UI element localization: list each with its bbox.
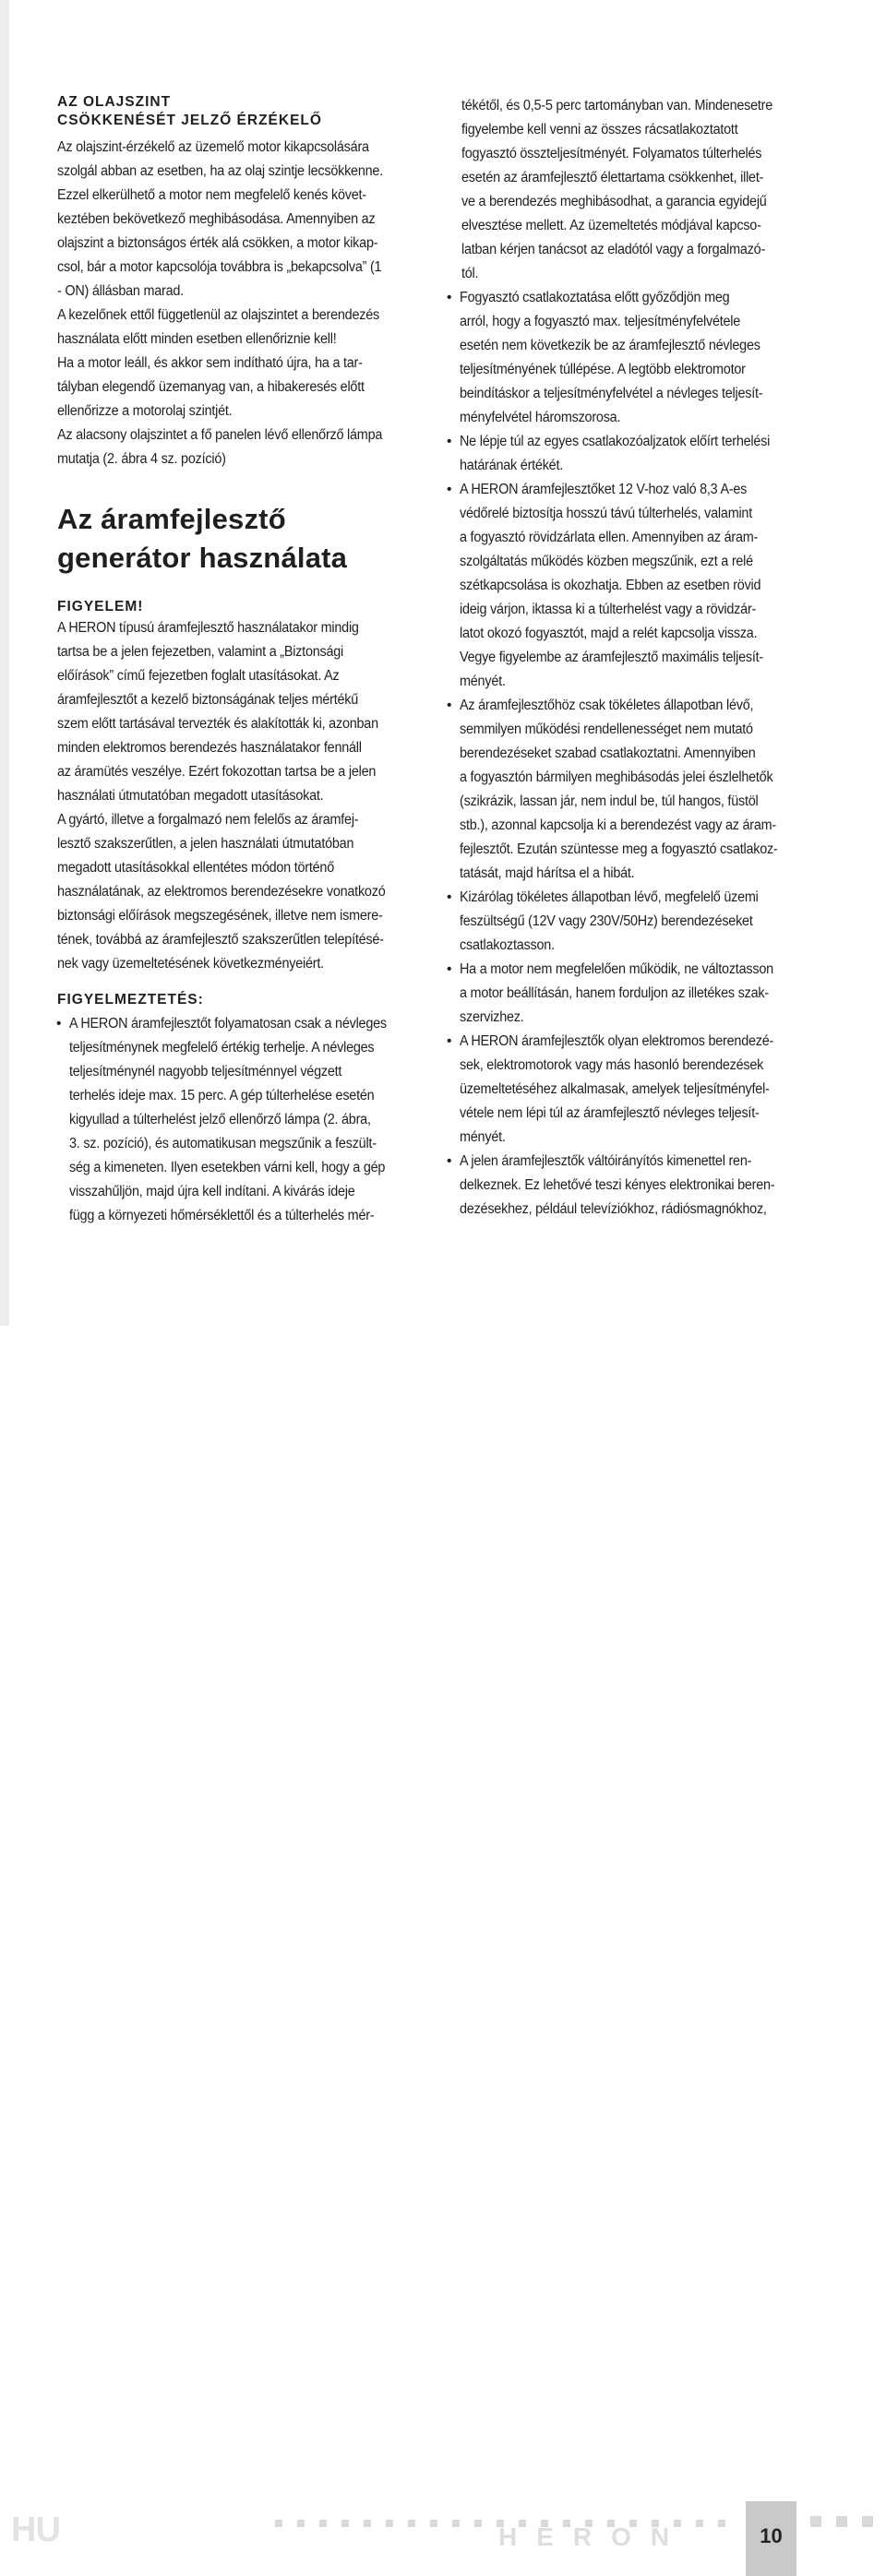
text-line: (szikrázik, lassan jár, nem indul be, túl hangos, füstöl: [460, 793, 759, 809]
text-line: biztonsági előírások megszegésének, illetve nem ismere-: [57, 908, 383, 924]
text-line: szétkapcsolása is okozhatja. Ebben az esetben rövid: [460, 578, 761, 593]
bullet-dot: •: [447, 698, 452, 713]
footer-square: [452, 2520, 460, 2527]
text-line: szolgál abban az esetben, ha az olaj szintje lecsökkenne.: [57, 163, 383, 179]
text-line: lesztő szakszerűtlen, a jelen használati útmutatóban: [57, 836, 354, 852]
text-line: teljesítményének túllépése. A legtöbb elektromotor: [460, 362, 746, 377]
text-line: esetén nem következik be az áramfejlesztő névleges: [460, 338, 760, 353]
text-line: fogyasztó összteljesítményét. Folyamatos túlterhelés: [461, 146, 762, 161]
bullet-dot: •: [447, 290, 452, 305]
list-item: [448, 1150, 802, 1222]
text-line: minden elektromos berendezés használatakor fennáll: [57, 740, 362, 756]
text-line: A HERON áramfejlesztőt folyamatosan csak a névleges: [69, 1016, 387, 1032]
list-item: [448, 478, 802, 694]
text-line: keztében bekövetkező meghibásodása. Amennyiben az: [57, 211, 376, 227]
list-item: [448, 1030, 802, 1150]
text-line: Kizárólag tökéletes állapotban lévő, megfelelő üzemi: [460, 889, 759, 905]
text-line: ve a berendezés meghibásodhat, a garancia egyidejű: [461, 194, 767, 209]
text-line: Ne lépje túl az egyes csatlakozóaljzatok előírt terhelési: [460, 434, 771, 449]
text-line: előírások” című fejezetben foglalt utasításokat. Az: [57, 668, 340, 684]
text-line: ség a kimeneten. Ilyen esetekben várni kell, hogy a gép: [69, 1160, 386, 1175]
section-title-line: generátor használata: [57, 542, 348, 574]
text-line: vétele nem lépi túl az áramfejlesztő névleges teljesít-: [460, 1105, 760, 1121]
text-line: megadott utasításokkal ellentétes módon történő: [57, 860, 334, 876]
footer-square: [275, 2520, 282, 2527]
footer-square: [386, 2520, 393, 2527]
brand-logo: HERON: [498, 2522, 689, 2551]
text-line: 3. sz. pozíció), és automatikusan megszűnik a feszült-: [69, 1136, 377, 1151]
text-line: feszültségű (12V vagy 230V/50Hz) berendezéseket: [460, 913, 753, 929]
language-code: HU: [11, 2510, 60, 2549]
text-line: beindításkor a teljesítményfelvétel a névleges teljesít-: [460, 386, 763, 401]
text-line: védőrelé biztosítja hosszú távú túlterhelés, valamint: [460, 506, 752, 521]
list-item: [57, 1012, 411, 1228]
text-line: ellenőrizze a motorolaj szintjét.: [57, 403, 233, 419]
footer-square: [810, 2516, 821, 2527]
text-line: szervizhez.: [460, 1009, 524, 1025]
text-line: delkeznek. Ez lehetővé teszi kényes elektronikai beren-: [460, 1177, 775, 1193]
footer-square: [696, 2520, 703, 2527]
text-line: tartsa be a jelen fejezetben, valamint a „Biztonsági: [57, 644, 344, 660]
text-line: használati útmutatóban megadott utasításokat.: [57, 788, 324, 804]
text-line: esetén az áramfejlesztő élettartama csökkenhet, illet-: [461, 170, 764, 185]
bullet-dot: •: [56, 1016, 62, 1032]
text-line: dezésekhez, például televíziókhoz, rádiósmagnókhoz,: [460, 1201, 767, 1217]
text-line: berendezéseket szabad csatlakoztatni. Amennyiben: [460, 745, 756, 761]
text-line: semmilyen működési rendellenességet nem mutató: [460, 722, 753, 737]
text-line: üzemeltetéséhez alkalmasak, amelyek teljesítményfel-: [460, 1081, 770, 1097]
text-line: ményét.: [460, 1129, 506, 1145]
heading-line: CSÖKKENÉSÉT JELZŐ ÉRZÉKELŐ: [57, 113, 322, 128]
list-item: [448, 694, 802, 886]
text-line: A HERON áramfejlesztők olyan elektromos berendezé-: [460, 1033, 774, 1049]
list-item: [448, 430, 802, 478]
text-line: a fogyasztó rövidzárlata ellen. Amennyiben az áram-: [460, 530, 759, 545]
footer-square: [474, 2520, 482, 2527]
footer-square: [430, 2520, 437, 2527]
text-line: függ a környezeti hőmérséklettől és a túlterhelés mér-: [69, 1208, 375, 1223]
warning-heading: FIGYELMEZTETÉS:: [57, 992, 204, 1008]
text-line: fejlesztőt. Ezután szüntesse meg a fogyasztó csatlakoz-: [460, 841, 778, 857]
text-line: teljesítménynél nagyobb teljesítménnyel végzett: [69, 1064, 342, 1079]
text-line: tályban elegendő üzemanyag van, a hibakeresés előtt: [57, 379, 365, 395]
text-line: Fogyasztó csatlakoztatása előtt győződjön meg: [460, 290, 730, 305]
section-title: [57, 500, 347, 578]
text-line: Az alacsony olajszintet a fő panelen lévő ellenőrző lámpa: [57, 427, 383, 443]
bullet-dot: •: [447, 434, 452, 449]
footer-square: [297, 2520, 305, 2527]
text-line: teljesítménynek megfelelő értékig terhelje. A névleges: [69, 1040, 375, 1055]
text-line: tól.: [461, 266, 479, 281]
bullet-dot: •: [447, 961, 452, 977]
attention-text: [57, 616, 410, 976]
text-line: ideig várjon, iktassa ki a túlterhelést vagy a rövidzár-: [460, 602, 757, 617]
footer-square: [836, 2516, 847, 2527]
text-line: csatlakoztasson.: [460, 937, 555, 953]
footer-square: [364, 2520, 371, 2527]
bullet-dot: •: [447, 1033, 452, 1049]
text-line: elvesztése mellett. Az üzemeltetés módjával kapcso-: [461, 218, 761, 233]
attention-heading: FIGYELEM!: [57, 599, 144, 614]
page-footer: [0, 1250, 886, 2551]
text-line: ményfelvétel háromszorosa.: [460, 410, 621, 425]
text-line: olajszint a biztonságos érték alá csökken, a motor kikap-: [57, 235, 378, 251]
text-line: latban kérjen tanácsot az eladótól vagy a forgalmazó-: [461, 242, 766, 257]
text-line: Az áramfejlesztőhöz csak tökéletes állapotban lévő,: [460, 698, 754, 713]
footer-square: [862, 2516, 873, 2527]
text-line: tékétől, és 0,5-5 perc tartományban van. Mindenesetre: [461, 98, 773, 113]
section-title-line: Az áramfejlesztő: [57, 503, 286, 535]
text-line: sek, elektromotorok vagy más hasonló berendezések: [460, 1057, 764, 1073]
warning-continuation: [461, 94, 796, 286]
text-line: Az olajszint-érzékelő az üzemelő motor kikapcsolására: [57, 139, 369, 155]
bullet-dot: •: [447, 482, 452, 497]
list-item: [448, 286, 802, 430]
text-line: A jelen áramfejlesztők váltóirányítós kimenettel ren-: [460, 1153, 752, 1169]
text-line: az áramütés veszélye. Ezért fokozottan tartsa be a jelen: [57, 764, 377, 780]
text-line: A gyártó, illetve a forgalmazó nem felelős az áramfej-: [57, 812, 359, 828]
text-line: szem előtt tartásával tervezték és alakították ki, azonban: [57, 716, 378, 732]
footer-square: [408, 2520, 415, 2527]
text-line: tatását, majd hárítsa el a hibát.: [460, 865, 635, 881]
text-line: latot okozó fogyasztót, majd a relét kapcsolja vissza.: [460, 626, 758, 641]
text-line: nek vagy üzemeltetésének következményeiért.: [57, 956, 324, 972]
bullet-dot: •: [447, 1153, 452, 1169]
text-line: ményét.: [460, 674, 506, 689]
text-line: A HERON áramfejlesztőket 12 V-hoz való 8,3 A-es: [460, 482, 748, 497]
text-line: csol, bár a motor kapcsolója továbbra is „bekapcsolva” (1: [57, 259, 382, 275]
heading-line: AZ OLAJSZINT: [57, 94, 172, 110]
text-line: A kezelőnek ettől függetlenül az olajszintet a berendezés: [57, 307, 379, 323]
text-line: visszahűljön, majd újra kell indítani. A kivárás ideje: [69, 1184, 355, 1199]
oil-sensor-text: [57, 136, 408, 471]
text-line: áramfejlesztőt a kezelő biztonságának teljes mértékű: [57, 692, 359, 708]
text-line: használatának, az elektromos berendezésekre vonatkozó: [57, 884, 386, 900]
text-line: kigyullad a túlterhelést jelző ellenőrző lámpa (2. ábra,: [69, 1112, 371, 1127]
text-line: Ezzel elkerülhető a motor nem megfelelő kenés követ-: [57, 187, 366, 203]
footer-square: [319, 2520, 327, 2527]
text-line: használata előtt minden esetben ellenőriznie kell!: [57, 331, 337, 347]
page-number: 10: [760, 2524, 783, 2547]
text-line: figyelembe kell venni az összes rácsatlakoztatott: [461, 122, 738, 137]
bullet-dot: •: [447, 889, 452, 905]
text-line: terhelés ideje max. 15 perc. A gép túlterhelése esetén: [69, 1088, 375, 1103]
text-line: - ON) állásban marad.: [57, 283, 184, 299]
text-line: a fogyasztón bármilyen meghibásodás jelei észlelhetők: [460, 769, 773, 785]
text-line: tének, továbbá az áramfejlesztő szakszerűtlen telepítésé-: [57, 932, 384, 948]
footer-square: [341, 2520, 349, 2527]
list-item: [448, 958, 802, 1030]
text-line: stb.), azonnal kapcsolja ki a berendezést vagy az áram-: [460, 817, 776, 833]
text-line: mutatja (2. ábra 4 sz. pozíció): [57, 451, 226, 467]
text-line: arról, hogy a fogyasztó max. teljesítményfelvétele: [460, 314, 741, 329]
list-item: [448, 886, 802, 958]
text-line: Ha a motor nem megfelelően működik, ne változtasson: [460, 961, 773, 977]
text-line: Ha a motor leáll, és akkor sem indítható újra, ha a tar-: [57, 355, 363, 371]
text-line: a motor beállításán, hanem forduljon az illetékes szak-: [460, 985, 769, 1001]
text-line: Vegye figyelembe az áramfejlesztő maximális teljesít-: [460, 650, 763, 665]
warning-list-continued: [448, 286, 802, 1222]
page-edge-strip: [0, 0, 9, 1326]
text-line: A HERON típusú áramfejlesztő használatakor mindig: [57, 620, 359, 636]
footer-square: [718, 2520, 725, 2527]
text-line: határának értékét.: [460, 458, 564, 473]
oil-sensor-heading: [57, 93, 322, 130]
warning-list: [57, 1012, 411, 1228]
text-line: szolgáltatás működés közben megszűnik, ezt a relé: [460, 554, 753, 569]
